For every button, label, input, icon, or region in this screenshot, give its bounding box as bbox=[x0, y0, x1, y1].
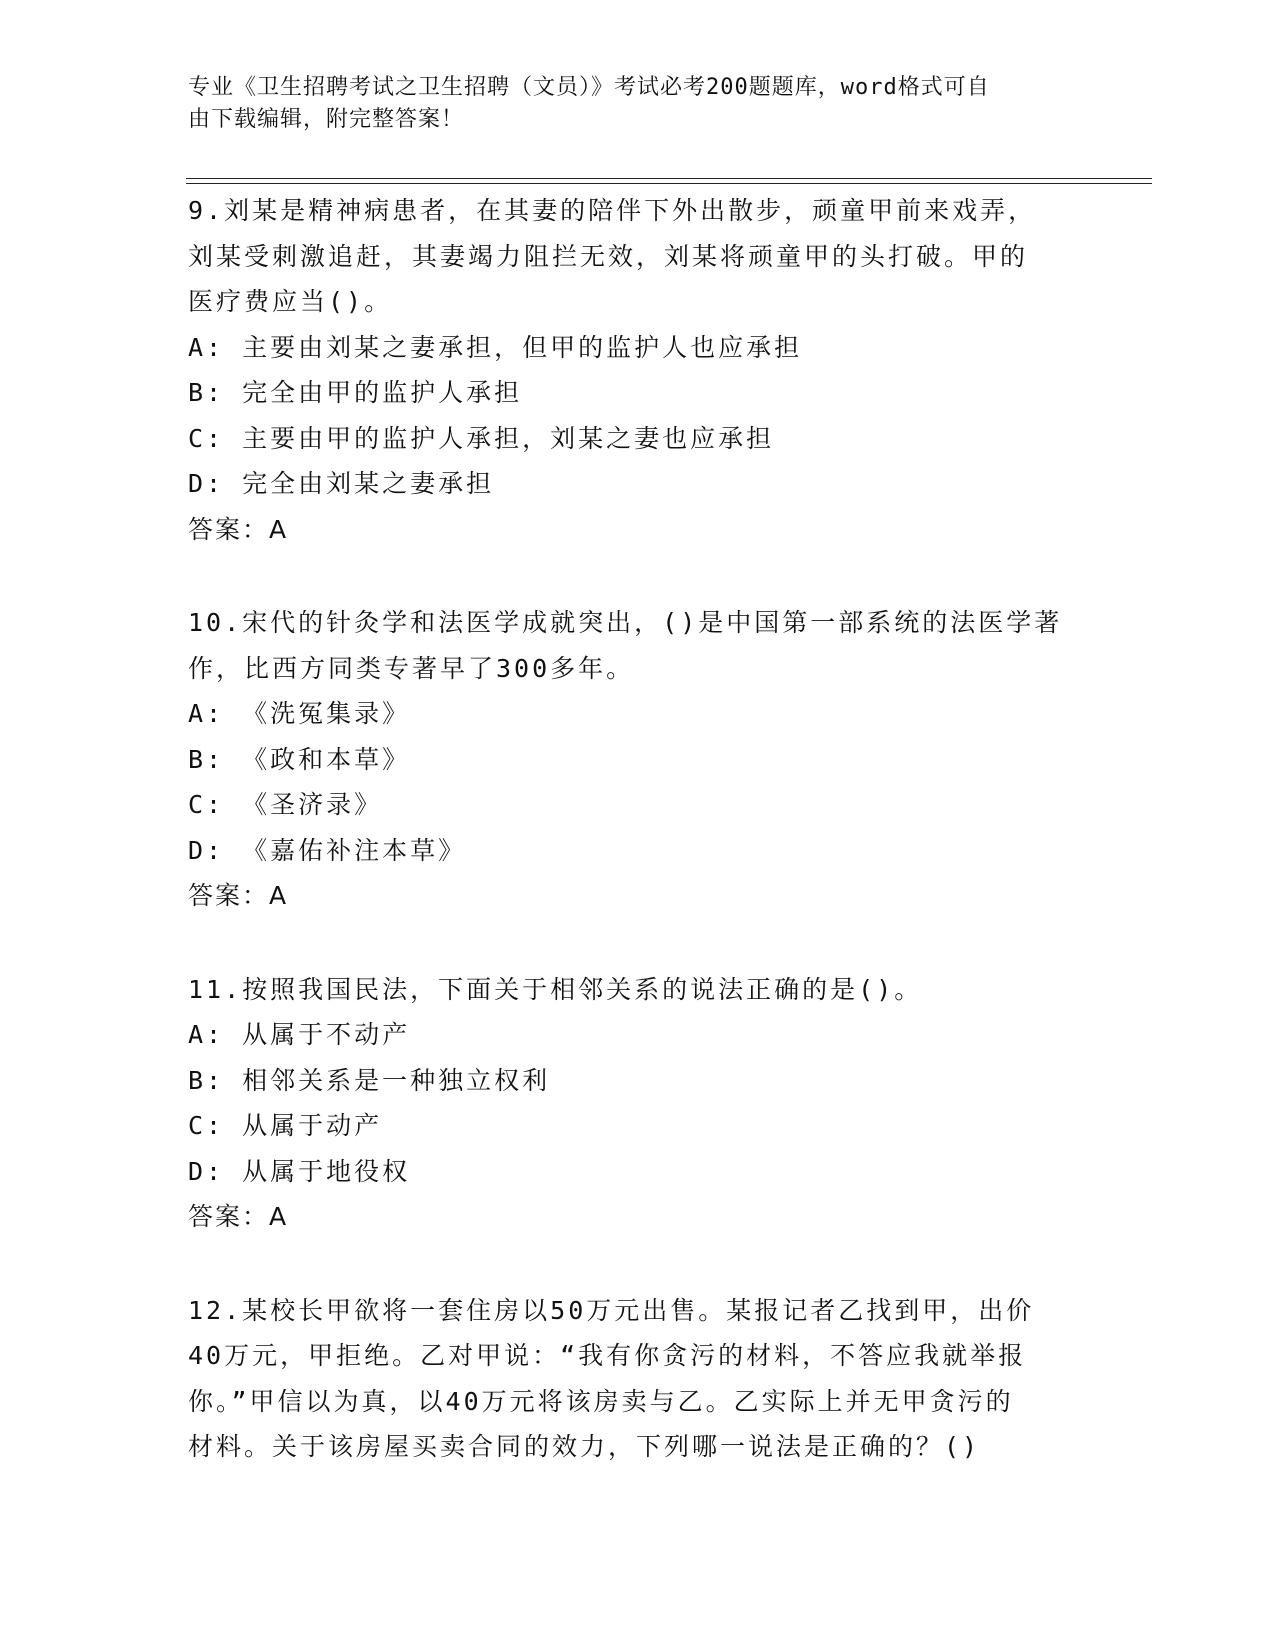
header-divider-bottom bbox=[186, 183, 1152, 184]
question-stem bbox=[188, 188, 1088, 325]
stem-line: 40万元，甲拒绝。乙对甲说：“我有你贪污的材料，不答应我就举报 bbox=[188, 1341, 1027, 1370]
stem-line: 你。”甲信以为真，以40万元将该房卖与乙。乙实际上并无甲贪污的 bbox=[188, 1386, 1014, 1416]
question-stem bbox=[188, 600, 1088, 691]
stem-line: 11.按照我国民法，下面关于相邻关系的说法正确的是()。 bbox=[188, 974, 923, 1004]
question-stem bbox=[188, 967, 1088, 1013]
option-b: B: 相邻关系是一种独立权利 bbox=[188, 1065, 551, 1095]
stem-line: 12.某校长甲欲将一套住房以50万元出售。某报记者乙找到甲，出价 bbox=[188, 1295, 1035, 1325]
option-a: A: 《洗冤集录》 bbox=[188, 699, 411, 728]
stem-line: 9.刘某是精神病患者，在其妻的陪伴下外出散步，顽童甲前来戏弄， bbox=[188, 196, 1037, 225]
option-b: B: 完全由甲的监护人承担 bbox=[188, 378, 523, 407]
option-a: A: 主要由刘某之妻承担，但甲的监护人也应承担 bbox=[188, 332, 803, 362]
stem-line: 医疗费应当()。 bbox=[188, 287, 393, 316]
answer: 答案：A bbox=[188, 1202, 289, 1231]
question-9 bbox=[188, 188, 1088, 552]
question-12 bbox=[188, 1288, 1088, 1470]
option-a: A: 从属于不动产 bbox=[188, 1020, 411, 1049]
question-11 bbox=[188, 967, 1088, 1240]
answer: 答案：A bbox=[188, 514, 289, 544]
stem-line: 10.宋代的针灸学和法医学成就突出，()是中国第一部系统的法医学著 bbox=[188, 608, 1063, 637]
option-d: D: 从属于地役权 bbox=[188, 1156, 411, 1186]
option-c: C: 主要由甲的监护人承担，刘某之妻也应承担 bbox=[188, 423, 775, 453]
answer: 答案：A bbox=[188, 881, 289, 910]
document-header bbox=[188, 72, 1068, 136]
header-divider-top bbox=[186, 178, 1152, 179]
header-line-2: 由下载编辑，附完整答案！ bbox=[188, 107, 465, 132]
stem-line: 材料。关于该房屋买卖合同的效力，下列哪一说法是正确的？() bbox=[188, 1432, 981, 1461]
header-line-1: 专业《卫生招聘考试之卫生招聘（文员）》考试必考200题题库，word格式可自 bbox=[188, 75, 990, 100]
option-d: D: 完全由刘某之妻承担 bbox=[188, 469, 495, 498]
option-c: C: 从属于动产 bbox=[188, 1111, 383, 1140]
option-b: B: 《政和本草》 bbox=[188, 744, 411, 774]
question-10 bbox=[188, 600, 1088, 919]
option-c: C: 《圣济录》 bbox=[188, 790, 383, 819]
option-d: D: 《嘉佑补注本草》 bbox=[188, 835, 467, 865]
question-list bbox=[188, 188, 1088, 1518]
stem-line: 作，比西方同类专著早了300多年。 bbox=[188, 653, 635, 683]
question-stem bbox=[188, 1288, 1088, 1470]
stem-line: 刘某受刺激追赶，其妻竭力阻拦无效，刘某将顽童甲的头打破。甲的 bbox=[188, 241, 1029, 271]
